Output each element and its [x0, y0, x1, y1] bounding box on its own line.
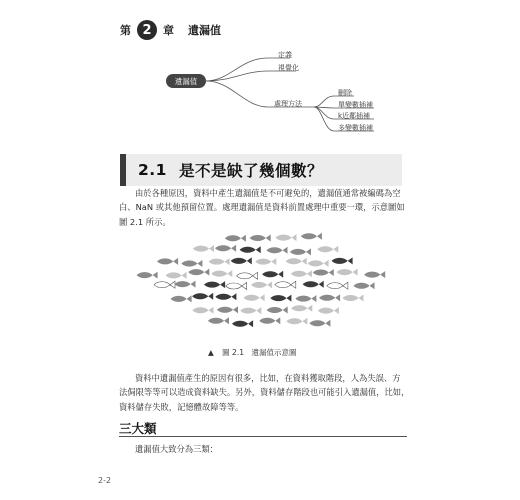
- fish-icon: [255, 258, 276, 265]
- fish-icon: [251, 281, 272, 288]
- fish-icon: [295, 295, 316, 302]
- fish-icon: [267, 247, 288, 254]
- fish-icon: [181, 260, 202, 267]
- mindmap-branch-methods: 處理方法: [274, 100, 302, 108]
- fish-icon: [259, 317, 280, 324]
- paragraph-line: 由於各種原因，資料中產生遺漏值是不可避免的，遺漏值通常被編碼為空: [135, 188, 401, 198]
- fish-icon: [193, 307, 214, 314]
- missing-fish-outline: [275, 281, 296, 288]
- section-heading-bar: [120, 154, 126, 186]
- fish-icon: [270, 295, 291, 302]
- fish-icon: [244, 294, 265, 301]
- section-title: 是不是缺了幾個數？: [178, 162, 323, 180]
- figure-caption: [208, 347, 296, 358]
- fish-icon: [309, 320, 330, 327]
- fish-icon: [332, 257, 353, 264]
- missing-fish-outline: [226, 283, 247, 290]
- fish-icon: [240, 307, 261, 314]
- fish-icon: [318, 307, 339, 314]
- fish-icon: [192, 293, 213, 300]
- paragraph-intro: [119, 186, 427, 229]
- chapter-title: 遺漏值: [188, 24, 221, 37]
- mindmap-connectors: [0, 0, 520, 150]
- fish-icon: [232, 320, 253, 327]
- fish-icon: [215, 293, 236, 300]
- mindmap-root: 遺漏值: [166, 74, 206, 88]
- fish-icon: [175, 281, 196, 288]
- paragraph-categories: 遺漏值大致分為三類：: [135, 444, 218, 454]
- fish-icon: [308, 260, 329, 267]
- paragraph-line: 圖 2.1 所示。: [119, 216, 171, 227]
- fish-icon: [215, 245, 236, 252]
- fish-icon: [317, 246, 338, 253]
- mindmap-branch-visualization: 視覺化: [278, 64, 299, 72]
- chapter-prefix: 第: [120, 24, 131, 37]
- fish-icon: [193, 245, 214, 252]
- chapter-number-badge: 2: [137, 20, 157, 40]
- fish-icon: [171, 295, 192, 302]
- mindmap-branch-definition: 定義: [278, 51, 292, 59]
- fish-icon: [290, 248, 311, 255]
- page-number: 2-2: [98, 476, 112, 485]
- fish-icon: [337, 269, 358, 276]
- paragraph-line: 資料儲存失敗，記憶體故障等等。: [119, 401, 244, 412]
- fish-icon: [166, 272, 187, 279]
- fish-icon: [301, 233, 322, 240]
- fish-icon: [291, 305, 312, 312]
- fish-icon: [303, 281, 324, 288]
- paragraph-line: 白、NaN 或其他預留位置。處理遺漏值是資料前置處理中重要一環，示意圖如: [119, 202, 405, 213]
- subsection-underline: [119, 436, 407, 437]
- fish-icon: [204, 281, 225, 288]
- paragraph-causes: [119, 371, 427, 414]
- missing-value-fish-illustration: [130, 228, 390, 340]
- missing-fish-outline: [237, 272, 258, 279]
- chapter-suffix: 章: [163, 24, 174, 37]
- mindmap-method-univariate: 單變數插補: [338, 101, 373, 109]
- fish-icon: [286, 318, 307, 325]
- subsection-title: 三大類: [119, 421, 157, 436]
- fish-icon: [240, 246, 261, 253]
- mindmap-method-multivariate: 多變數插補: [338, 124, 373, 132]
- section-heading: [120, 154, 402, 186]
- missing-fish-outline: [327, 282, 348, 289]
- fish-icon: [211, 270, 232, 277]
- fish-icon: [225, 235, 246, 242]
- fish-icon: [188, 269, 209, 276]
- fish-icon: [354, 282, 375, 289]
- fish-icon: [267, 307, 288, 314]
- fish-icon: [319, 294, 340, 301]
- mindmap-method-delete: 刪除: [338, 89, 352, 97]
- mindmap-method-knn: k近鄰插補: [338, 112, 371, 120]
- fish-icon: [313, 269, 334, 276]
- paragraph-line: 資料中遺漏值產生的原因有很多，比如，在資料獲取階段，人為失誤、方: [135, 373, 401, 383]
- fish-icon: [209, 258, 230, 265]
- fish-icon: [286, 258, 307, 265]
- fish-icon: [217, 306, 238, 313]
- missing-fish-outline: [154, 281, 175, 288]
- caption-triangle-icon: ▲: [208, 348, 214, 357]
- section-number: 2.1: [138, 161, 167, 179]
- fish-icon: [137, 272, 158, 279]
- fish-icon: [262, 271, 283, 278]
- fish-icon: [343, 295, 364, 302]
- fish-icon: [231, 257, 252, 264]
- fish-icon: [157, 258, 178, 265]
- figure-caption-text: 圖 2.1 遺漏值示意圖: [222, 348, 297, 357]
- fish-icon: [276, 234, 297, 241]
- fish-icon: [250, 235, 271, 242]
- fish-icon: [208, 317, 229, 324]
- fish-icon: [291, 270, 312, 277]
- fish-icon: [364, 271, 385, 278]
- paragraph-line: 法侷限等等可以造成資料缺失。另外，資料儲存階段也可能引入遺漏值，比如，: [119, 387, 410, 398]
